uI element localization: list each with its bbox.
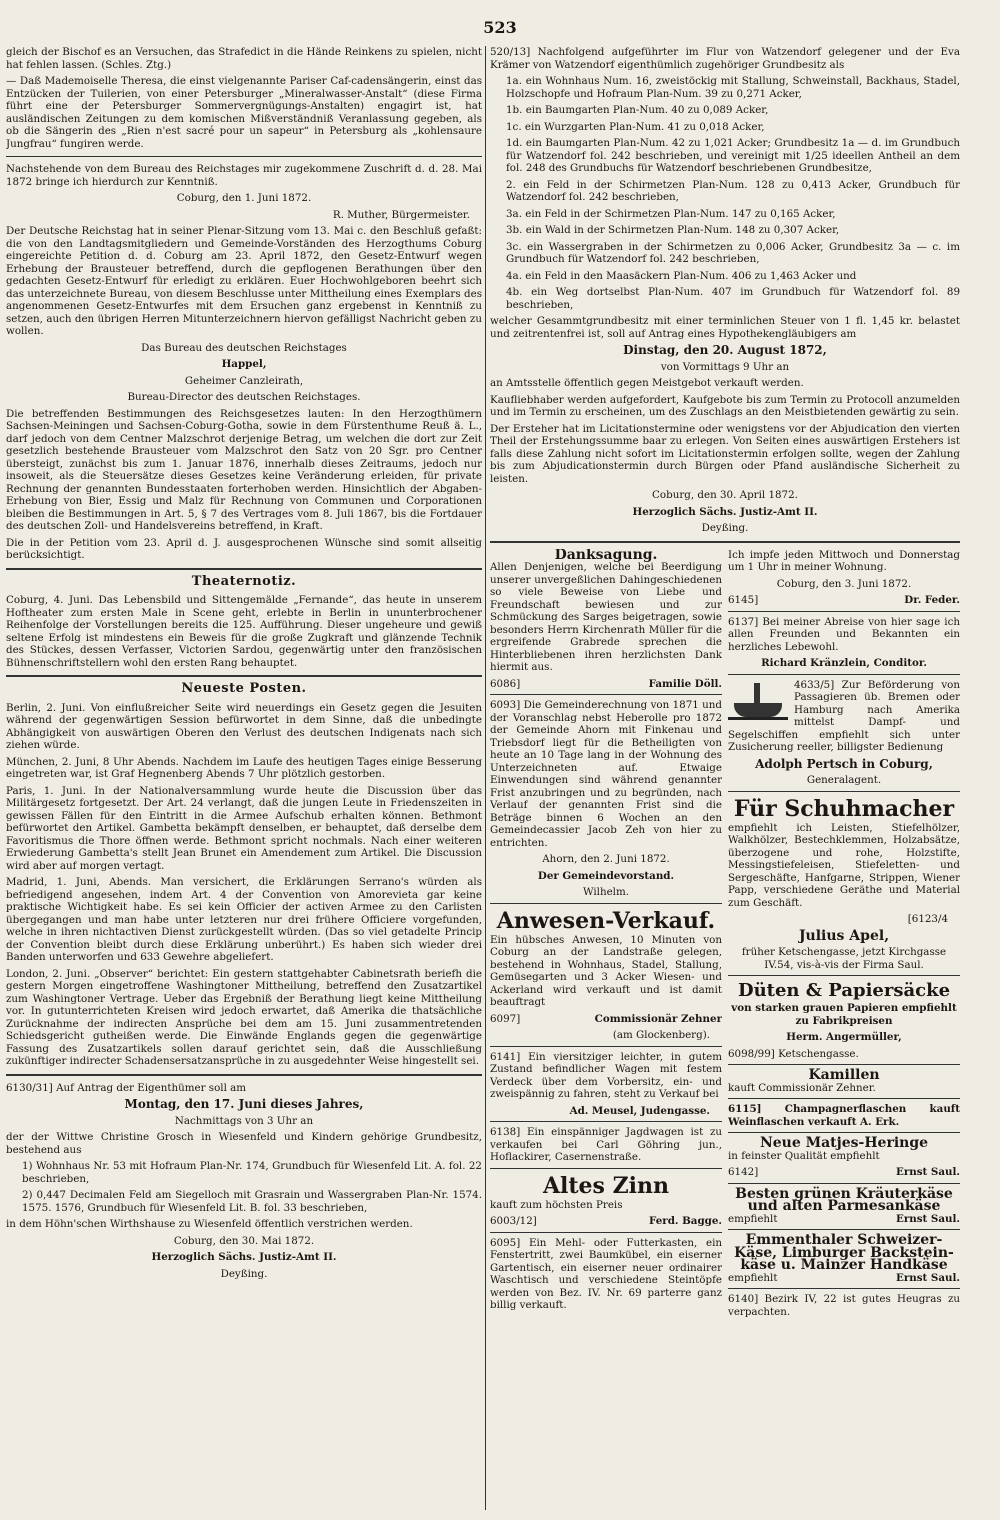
place-date: Coburg, den 1. Juni 1872. (176, 192, 312, 204)
ad-text: empfiehlt ich Leisten, Stiefelhölzer, Walkhölzer, Bestechklemmen, Holzabsätze, überzogene und rohe, Holzstifte, Messingstiefeleisen, Stiefeletten- und Sergeschäfte, Hanfgarne, Strippen, Wiener Papp, verschiedene Geräthe und Material zum Geschäft. (728, 821, 960, 909)
ads-grid (490, 549, 960, 1323)
ad-box (728, 1288, 960, 1318)
auction-date: Montag, den 17. Juni dieses Jahres, (124, 1097, 364, 1111)
list-item: 3a. ein Feld in der Schirmetzen Plan-Num. 147 zu 0,165 Acker, (506, 207, 836, 220)
signature: Richard Kränzlein, Conditor. (761, 657, 927, 669)
signature: Ad. Meusel, Judengasse. (569, 1104, 710, 1117)
ad-box (490, 1232, 722, 1312)
ad-text: empfiehlt (728, 1212, 778, 1225)
ad-box (490, 1168, 722, 1228)
ad-number: 6145] (728, 594, 759, 606)
ad-heading: Kamillen (808, 1067, 880, 1083)
signature: Happel, (221, 358, 267, 370)
ad-text: 6141] Ein viersitziger leichter, in gutem Zustand befindlicher Wagen mit festem Verdeck über dem Vorbersitz, ein- und zweispännig zu fahren, steht zu Verkauf bei (490, 1050, 722, 1100)
signature: Ferd. Bagge. (648, 1215, 722, 1227)
page-number: 523 (483, 18, 517, 37)
list-item: 1a. ein Wohnhaus Num. 16, zweistöckig mit Stallung, Schweinstall, Backhaus, Stadel, Holzschopfe und Hofraum Plan-Num. 39 zu 0,271 Acker, (506, 75, 960, 100)
ad-number: 6097] (490, 1012, 521, 1025)
ad-text: der der Wittwe Christine Grosch in Wiesenfeld und Kindern gehörige Grundbesitz, bestehend aus (6, 1131, 482, 1156)
divider (6, 1074, 482, 1076)
auction-time: Nachmittags von 3 Uhr an (174, 1114, 314, 1127)
ads-subcolumn-left (490, 549, 722, 1323)
ad-text: kauft zum höchsten Preis (490, 1198, 623, 1211)
ad-number: 6086] (490, 677, 521, 690)
ad-text: Ein hübsches Anwesen, 10 Minuten von Coburg an der Landstraße gelegen, bestehend in Wohnhaus, Stadel, Stallung, Gemüsegarten und 3 Acker Wiesen- und Ackerland wird verkauft und ist damit beauftragt (490, 933, 722, 1008)
signature: Geheimer Canzleirath, (184, 374, 304, 387)
ad-box (728, 1132, 960, 1179)
list-item: 1b. ein Baumgarten Plan-Num. 40 zu 0,089 Acker, (506, 104, 769, 116)
ad-text: Ich impfe jeden Mittwoch und Donnerstag um 1 Uhr in meiner Wohnung. (728, 548, 960, 573)
signature: Ernst Saul. (896, 1271, 960, 1284)
ad-text: von starken grauen Papieren empfiehlt zu Fabrikpreisen (731, 1002, 957, 1027)
ad-text: Kaufliebhaber werden aufgefordert, Kaufgebote bis zum Termin zu Protocoll anzumelden und im Termin zu erscheinen, um des Zuschlags an den Meistbietenden gewärtig zu sein. (490, 393, 960, 418)
signature: Deyßing. (220, 1267, 268, 1280)
signature: Deyßing. (701, 522, 749, 534)
ad-heading: Düten & Papiersäcke (737, 980, 951, 1001)
ad-text: 4633/5] Zur Beförderung von Passagieren üb. Bremen oder Hamburg nach Amerika mittelst Dampf- und Segelschiffen empfiehlt sich unter Zusicherung reeller, billigster Bedienung (728, 678, 960, 753)
ad-heading: Für Schuhmacher (733, 795, 955, 822)
signature: Ernst Saul. (896, 1166, 960, 1178)
signature: R. Muther, Bürgermeister. (332, 208, 470, 221)
signature: Das Bureau des deutschen Reichstages (141, 341, 347, 354)
section-heading: Neueste Posten. (181, 681, 307, 696)
ad-text: empfiehlt (728, 1271, 778, 1284)
signature: Bureau-Director des deutschen Reichstages. (127, 391, 361, 403)
ads-subcolumn-right (728, 549, 960, 1323)
right-column (490, 46, 960, 1510)
ad-text: 6115] Champagnerflaschen kauft Weinflaschen verkauft A. Erk. (728, 1103, 960, 1128)
ad-text: 6093] Die Gemeinderechnung von 1871 und der Voranschlag nebst Heberolle pro 1872 der Gemeinde Ahorn mit Finkenau und Triebsdorf liegt für die Betheiligten von heute an 10 Tage lang in der Wohnung des Unterzeichneten auf. Etwaige Einwendungen sind während genannter Frist anzubringen und zu begründen, nach Verlauf der genannten Frist sind die Beträge binnen 6 Wochen an den Gemeindecassier Jacob Zeh von hier zu entrichten. (490, 699, 722, 849)
ad-number: 6142] (728, 1166, 759, 1178)
news-item: Paris, 1. Juni. In der Nationalversammlung wurde heute die Discussion über das Militärgesetz fortgesetzt. Der Art. 24 verlangt, daß die jungen Leute in Friedenszeiten in gewissen Fällen für den Eintritt in die Armee Aufschub erhalten können. Bethmont befürwortet den Artikel. Gambetta bekämpft denselben, er behauptet, daß derselbe dem Favoritismus die Thore öffnen werde. Bethmont spricht nochmals. Nach einer weiteren Erwiederung Gambetta's stellt Jean Brunet ein Amendement zum Artikel. Die Discussion wird aber auf morgen vertagt. (6, 784, 482, 872)
ad-box (490, 1121, 722, 1164)
auction-time: von Vormittags 9 Uhr an (660, 360, 790, 373)
column-divider (485, 46, 486, 1510)
list-item: 2. ein Feld in der Schirmetzen Plan-Num. 128 zu 0,413 Acker, Grundbuch für Watzendorf fol. 242 beschrieben, (506, 178, 960, 203)
ad-text: 6130/31] Auf Antrag der Eigenthümer soll am (6, 1081, 247, 1094)
ad-heading: Besten grünen Kräuterkäse und alten Parmesankäse (735, 1185, 953, 1214)
auction-date: Dinstag, den 20. August 1872, (623, 343, 827, 357)
divider (6, 568, 482, 570)
news-item: Madrid, 1. Juni, Abends. Man versichert, die Erklärungen Serrano's würden als befriedigend angesehen, indem Art. 4 der Convention von Amorevieta gar keine praktische Wichtigkeit habe. Es sei kein Officier der activen Armee zu den Carlisten übergegangen und man habe unter letzteren nur drei frühere Officiere vorgefunden, welche in ihren nichtactiven Dienst zurückgestellt würden. (Das so viel getadelte Princip der Convention bleibt durch diese Erklärung unberührt.) Es haben sich wieder drei Banden unterworfen und 633 Gewehre abgeliefert. (6, 876, 482, 963)
article-paragraph: Die in der Petition vom 23. April d. J. ausgesprochenen Wünsche sind somit allseitig berücksichtigt. (6, 536, 482, 561)
list-item: 4b. ein Weg dortselbst Plan-Num. 407 im Grundbuch für Watzendorf fol. 89 beschrieben, (506, 286, 960, 311)
ad-text: in feinster Qualität empfiehlt (728, 1149, 880, 1162)
list-item: 3c. ein Wassergraben in der Schirmetzen zu 0,006 Acker, Grundbesitz 3a — c. im Grundbuch für Watzendorf fol. 242 beschrieben, (506, 240, 960, 265)
signature: Familie Döll. (648, 677, 722, 690)
news-item: London, 2. Juni. „Observer“ berichtet: Ein gestern stattgehabter Cabinetsrath beriefh die gestern Morgen eingetroffene Washingtoner Mittheilung, betreffend den Zusatzartikel zum Washingtoner Vertrage. Ueber das Ergebniß der Berathung liegt keine Mittheilung vor. In gutunterrichteten Kreisen wird jedoch erwartet, daß Amerika die thatsächliche Zurücknahme der indirecten Ansprüche bei dem am 15. Juni zusammentretenden Schiedsgericht gutheißen werde. Die Einwände Englands gegen die gegenwärtige Fassung des Zusatzartikels sollen darauf gerichtet sein, daß die Ausschließung zukünftiger indirecter Schadensersatzansprüche in zu ausgedehnter Weise hingestellt sei. (6, 967, 482, 1067)
ad-box (728, 791, 960, 972)
ad-text: an Amtsstelle öffentlich gegen Meistgebot verkauft werden. (490, 377, 804, 389)
ad-heading: Anwesen-Verkauf. (496, 907, 716, 934)
divider (6, 156, 482, 157)
ad-box (728, 1229, 960, 1284)
list-item: 1) Wohnhaus Nr. 53 mit Hofraum Plan-Nr. 174, Grundbuch für Wiesenfeld Lit. A. fol. 22 beschrieben, (22, 1160, 482, 1185)
signature: Adolph Pertsch in Coburg, (755, 756, 933, 771)
ad-box (490, 694, 722, 899)
ad-text: Allen Denjenigen, welche bei Beerdigung unserer unvergeßlichen Dahingeschiedenen so viele Beweise von Liebe und Freundschaft bewiesen und zur Schmückung des Sarges beigetragen, sowie besonders Herrn Kirchenrath Müller für die ergreifende Grabrede sprechen die Hinterbliebenen ihren herzlichsten Dank hiermit aus. (490, 561, 722, 673)
ad-box (490, 1046, 722, 1118)
list-item: 1c. ein Wurzgarten Plan-Num. 41 zu 0,018 Acker, (506, 120, 765, 133)
section-heading: Theaternotiz. (191, 573, 297, 589)
ad-heading: Altes Zinn (542, 1172, 670, 1199)
ad-box (728, 1064, 960, 1094)
ad-box (490, 903, 722, 1042)
ship-icon (728, 681, 788, 720)
article-paragraph: Die betreffenden Bestimmungen des Reichsgesetzes lauten: In den Herzogthümern Sachsen-Meiningen und Sachsen-Coburg-Gotha, sowie in dem Fürstenthume Reuß ä. L., darf jedoch von dem Centner Malzschrot derjenige Betrag, um welchen die dort zur Zeit gesetzlich bestehende Brausteuer vom Malzschrot den Satz von 20 Sgr. pro Centner übersteigt, zunächst bis zum 1. Januar 1876, innerhalb dieses Zeitraums, jedoch nur insoweit, als die Steuersätze dieses Gesetzes keine Veränderung erleiden, für private Rechnung der genannten Bundesstaaten forterhoben werden. Hinsichtlich der Abgaben-Erhebung von Bier, Essig und Malz für Rechnung von Communen und Corporationen bleiben die Bestimmungen in Art. 5, § 7 des Vertrages vom 8. Juli 1867, bis die Fortdauer des deutschen Zoll- und Handelsvereins betreffend, in Kraft. (6, 407, 482, 532)
signature: Herzoglich Sächs. Justiz-Amt II. (632, 505, 818, 518)
article-paragraph: Coburg, 4. Juni. Das Lebensbild und Sittengemälde „Fernande“, das heute in unserem Hoftheater zum ersten Male in Scene geht, erlebte in Berlin in ununterbrochener Reihenfolge der Vorstellungen bereits die 125. Aufführung. Dieser ungeheure und gewiß seltene Erfolg ist mindestens ein Beweis für die große Zugkraft und glänzende Technik des Stückes, dessen Verfasser, Victorien Sardou, gegenwärtig unter den französischen Bühnenschriftstellern wohl den ersten Rang behauptet. (6, 594, 482, 669)
ad-number: 6003/12] (490, 1215, 537, 1227)
ad-text: Der Ersteher hat im Licitationstermine oder wenigstens vor der Abjudication den vierten Theil der Erstehungssumme baar zu erlegen. Von Seiten eines auswärtigen Erstehers ist falls diese Zahlung nicht sofort im Licitationstermin erfolgen sollte, wegen der Zahlung bis zum Abjudicationstermin durch Bürgen oder Pfand ausländische Sicherheit zu leisten. (490, 422, 960, 485)
left-column (6, 46, 482, 1510)
ad-box (728, 975, 960, 1060)
place-date: Coburg, den 30. April 1872. (652, 489, 798, 501)
article-paragraph: Der Deutsche Reichstag hat in seiner Plenar-Sitzung vom 13. Mai c. den Beschluß gefaßt: die von den Landtagsmitgliedern und Gemeinde-Vorständen des Herzogthums Coburg eingereichte Petition d. d. Coburg am 23. April 1872, den Gesetz-Entwurf wegen Erhebung der Brausteuer betreffend, durch die gepflogenen Berathungen über den gedachten Gesetz-Entwurf für erledigt zu erklären. Euer Hochwohlgeboren beehrt sich das unterzeichnete Bureau, von diesem Beschlusse unter Mittheilung eines Exemplars des angenommenen Gesetz-Entwurfes mit dem Ersuchen ganz ergebenst in Kenntniß zu setzen, auch den übrigen Herren Mitunterzeichnern hiervon gefälligst Nachricht geben zu wollen. (6, 225, 482, 337)
signature: Wilhelm. (582, 886, 630, 898)
ad-box (728, 1098, 960, 1128)
signature: Commissionär Zehner (594, 1012, 722, 1025)
ad-heading: Danksagung. (554, 548, 658, 563)
ad-text: in dem Höhn'schen Wirthshause zu Wiesenfeld öffentlich verstrichen werden. (6, 1218, 413, 1230)
place-date: Coburg, den 3. Juni 1872. (776, 577, 912, 590)
ad-text: 6140] Bezirk IV, 22 ist gutes Heugras zu verpachten. (728, 1293, 960, 1318)
signature: Der Gemeindevorstand. (537, 869, 675, 882)
ad-box (728, 611, 960, 670)
divider (6, 675, 482, 677)
divider (490, 541, 960, 543)
list-item: 1d. ein Baumgarten Plan-Num. 42 zu 1,021 Acker; Grundbesitz 1a — d. im Grundbuch für Watzendorf fol. 242 beschrieben, und vereinigt mit 1/25 ideellen Antheil an dem fol. 248 des Grundbuchs für Watzendorf beschriebenen Grundbesitze, (506, 137, 960, 174)
article-paragraph: Nachstehende von dem Bureau des Reichstages mir zugekommene Zuschrift d. d. 28. Mai 1872 bringe ich hierdurch zur Kenntniß. (6, 163, 482, 188)
ad-heading: Emmenthaler Schweizer-Käse, Limburger Backstein-käse u. Mainzer Handkäse (734, 1232, 954, 1273)
list-item: 3b. ein Wald in der Schirmetzen Plan-Num. 148 zu 0,307 Acker, (506, 224, 840, 236)
signature: (am Glockenberg). (612, 1029, 710, 1041)
signature: Generalagent. (806, 774, 882, 786)
place-date: Coburg, den 30. Mai 1872. (173, 1234, 315, 1247)
ad-heading: Neue Matjes-Heringe (759, 1135, 929, 1151)
signature: Herzoglich Sächs. Justiz-Amt II. (151, 1251, 337, 1263)
signature: Julius Apel, (798, 927, 890, 944)
ad-box (728, 674, 960, 787)
place-date: Ahorn, den 2. Juni 1872. (542, 853, 670, 865)
address: Ketschengasse. (778, 1047, 859, 1060)
ad-text: welcher Gesammtgrundbesitz mit einer terminlichen Steuer von 1 fl. 1,45 kr. belastet und zeitrentenfrei ist, soll auf Antrag eines Hypothekengläubigers am (490, 315, 960, 340)
ad-text: 520/13] Nachfolgend aufgeführter im Flur von Watzendorf gelegener und der Eva Krämer von Watzendorf eigenthümlich zugehöriger Grundbesitz als (490, 46, 960, 71)
signature: früher Ketschengasse, jetzt Kirchgasse IV.54, vis-à-vis der Firma Saul. (741, 946, 947, 971)
signature: Herm. Angermüller, (786, 1031, 902, 1043)
ad-number: [6123/4 (907, 913, 948, 925)
news-item: Berlin, 2. Juni. Von einflußreicher Seite wird neuerdings ein Gesetz gegen die Jesuiten während der gegenwärtigen Session befürwortet in dem Sinne, daß die unbedingte Abhängigkeit von auswärtigen Oberen den Verlust des deutschen Indigenats nach sich ziehen würde. (6, 701, 482, 751)
signature: Ernst Saul. (896, 1212, 960, 1225)
article-paragraph: gleich der Bischof es an Versuchen, das Strafedict in die Hände Reinkens zu spielen, nicht hat fehlen lassen. (Schles. Ztg.) (6, 46, 482, 71)
list-item: 2) 0,447 Decimalen Feld am Siegelloch mit Grasrain und Wassergraben Plan-Nr. 1574. 1575. 1576, Grundbuch für Wiesenfeld Lit. B. fol. 33 beschrieben, (22, 1189, 482, 1214)
ad-text: 6095] Ein Mehl- oder Futterkasten, ein Fenstertritt, zwei Baumkübel, ein eiserner Gartentisch, ein eiserner neuer ordinairer Waschtisch und verschiedene Steintöpfe werden von Bez. IV. Nr. 69 parterre ganz billig verkauft. (490, 1236, 722, 1311)
ad-number: 6098/99] (728, 1047, 775, 1060)
ad-text: 6138] Ein einspänniger Jagdwagen ist zu verkaufen bei Carl Göhring jun., Hoflackirer, Casernenstraße. (490, 1126, 722, 1163)
news-item: München, 2. Juni, 8 Uhr Abends. Nachdem im Laufe des heutigen Tages einige Besserung eingetreten war, ist Graf Hegnenberg Abends 7 Uhr plötzlich gestorben. (6, 755, 482, 780)
ad-box (728, 1183, 960, 1226)
list-item: 4a. ein Feld in den Maasäckern Plan-Num. 406 zu 1,463 Acker und (506, 269, 857, 282)
ad-text: 6137] Bei meiner Abreise von hier sage ich allen Freunden und Bekannten ein herzliches Lebewohl. (728, 615, 960, 653)
article-paragraph: — Daß Mademoiselle Theresa, die einst vielgenannte Pariser Caf-cadensängerin, einst das Entzücken der Tuilerien, von einer Petersburger „Mineralwasser-Anstalt“ (diese Firma führt eine der Petersburger Sommervergnügungs-Anstalten) engagirt ist, hat ausländischen Zeitungen zu dem komischen Mißverständniß Veranlassung gegeben, als ob die Sängerin des „Rien n'est sacré pour un sapeur“ in Petersburg als „kohlensaure Jungfrau“ fungiren werde. (6, 75, 482, 150)
ad-text: kauft Commissionär Zehner. (728, 1081, 876, 1094)
signature: Dr. Feder. (904, 594, 960, 606)
